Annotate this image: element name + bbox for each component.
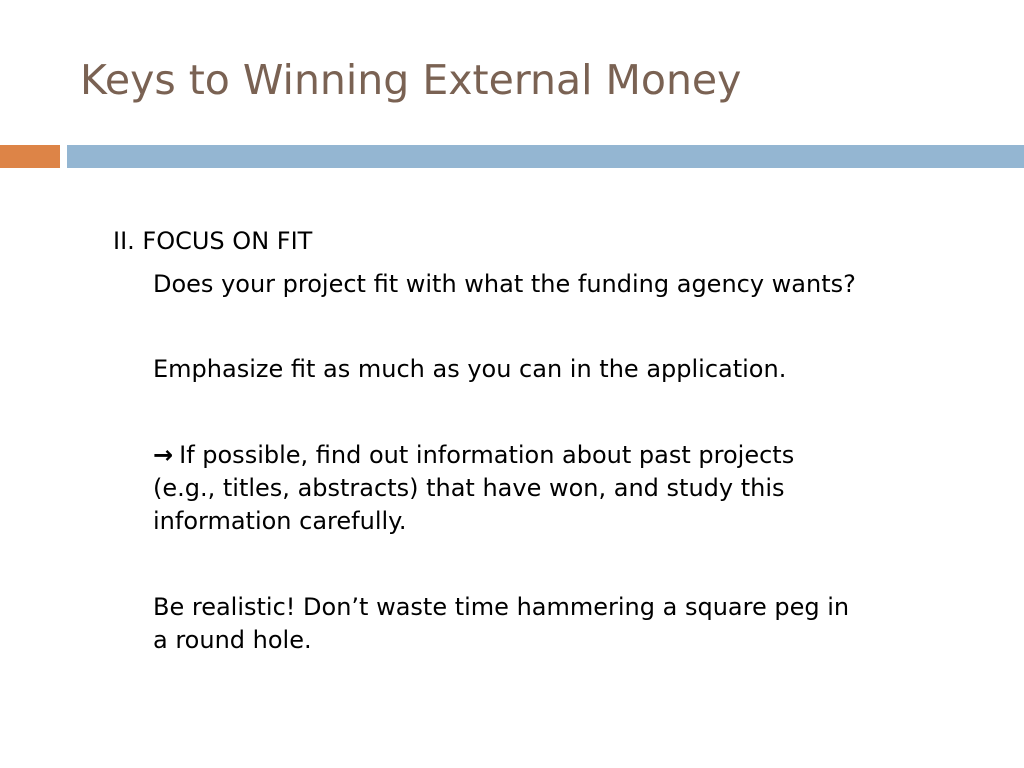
paragraph-line: Does your project fit with what the funding agency wants? (153, 270, 856, 298)
paragraph-line: information carefully. (153, 507, 407, 535)
paragraph-line: a round hole. (153, 626, 312, 654)
slide-title: Keys to Winning External Money (80, 56, 742, 104)
paragraph-be-realistic (153, 591, 849, 657)
paragraph-past-projects (153, 439, 794, 538)
paragraph-line: Be realistic! Don’t waste time hammering a square peg in (153, 593, 850, 621)
paragraph-fit-question (153, 268, 856, 301)
section-heading: II. FOCUS ON FIT (113, 227, 313, 255)
paragraph-line: Emphasize fit as much as you can in the application. (153, 355, 787, 383)
paragraph-line: If possible, find out information about past projects (179, 441, 795, 469)
right-arrow-icon: → (153, 441, 174, 469)
paragraph-emphasize-fit (153, 353, 786, 386)
paragraph-line: (e.g., titles, abstracts) that have won, and study this (153, 474, 785, 502)
